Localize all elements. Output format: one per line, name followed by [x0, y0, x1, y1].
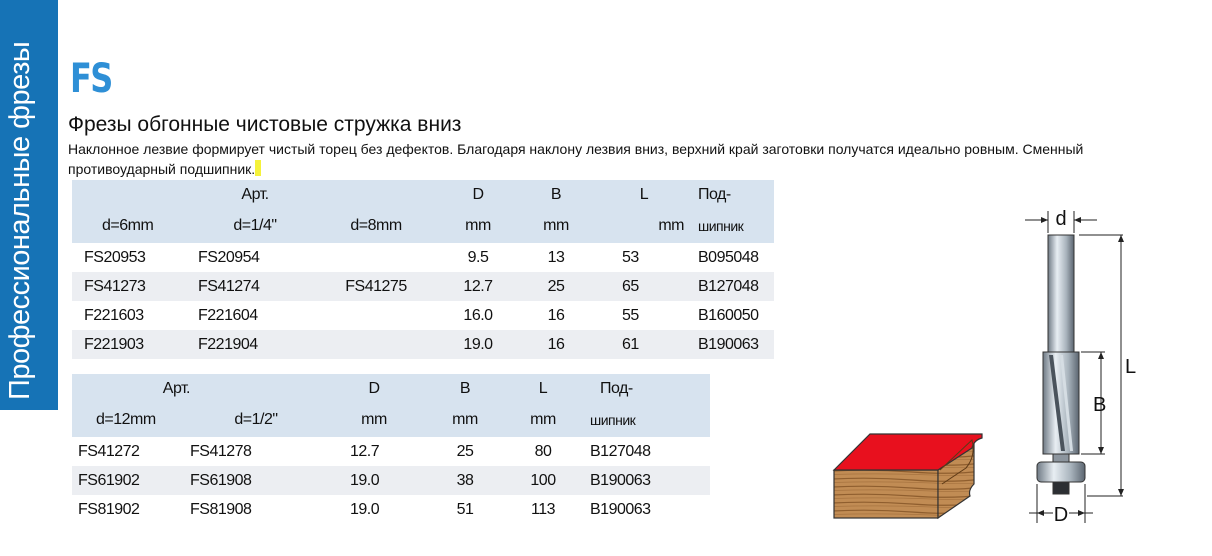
- header-cell: mm: [438, 209, 518, 243]
- header-cell: B: [518, 180, 594, 209]
- header-cell: d=6mm: [72, 209, 196, 243]
- table-cell: [314, 243, 438, 272]
- table-cell: FS20954: [196, 243, 314, 272]
- table-cell: FS41273: [72, 272, 196, 301]
- sidebar: [0, 0, 58, 410]
- table-header-row: [72, 403, 710, 437]
- table-cell: FS81908: [190, 495, 322, 524]
- table-cell: F221603: [72, 301, 196, 330]
- table-cell: FS61902: [72, 466, 190, 495]
- header-cell: D: [438, 180, 518, 209]
- table-cell: 51: [426, 495, 504, 524]
- header-cell: [314, 180, 438, 209]
- table-cell: FS41274: [196, 272, 314, 301]
- table-cell: 65: [594, 272, 694, 301]
- page-title: Фрезы обгонные чистовые стружка вниз: [68, 113, 462, 136]
- header-cell: mm: [518, 209, 594, 243]
- header-cell: mm: [322, 403, 426, 437]
- table-cell: B160050: [694, 301, 774, 330]
- header-cell: Арт.: [196, 180, 314, 209]
- table-cell: F221604: [196, 301, 314, 330]
- header-cell: mm: [594, 209, 694, 243]
- header-cell: B: [426, 374, 504, 403]
- table-cell: 12.7: [438, 272, 518, 301]
- header-cell: [72, 180, 196, 209]
- table-cell: 16: [518, 301, 594, 330]
- table-row: [72, 272, 774, 301]
- table-cell: FS20953: [72, 243, 196, 272]
- table-header-row: [72, 209, 774, 243]
- table-cell: 25: [426, 437, 504, 466]
- workpiece-illustration: [832, 428, 982, 520]
- header-cell: mm: [426, 403, 504, 437]
- dim-l-label: L: [1125, 356, 1137, 378]
- table-cell: 113: [504, 495, 582, 524]
- spec-table-small-shank: [72, 180, 774, 359]
- table-cell: B095048: [694, 243, 774, 272]
- header-cell: L: [594, 180, 694, 209]
- header-cell: Арт.: [72, 374, 190, 403]
- table-cell: 55: [594, 301, 694, 330]
- dim-b-label: B: [1093, 394, 1107, 416]
- table-cell: 16: [518, 330, 594, 359]
- header-cell: Под-: [582, 374, 710, 403]
- table-cell: F221904: [196, 330, 314, 359]
- router-bit-diagram: [1015, 205, 1135, 525]
- table-cell: FS41278: [190, 437, 322, 466]
- table-cell: 19.0: [438, 330, 518, 359]
- table-cell: 19.0: [322, 495, 426, 524]
- header-cell: шипник: [694, 209, 774, 243]
- header-cell: шипник: [582, 403, 710, 437]
- table-cell: 80: [504, 437, 582, 466]
- table-cell: 61: [594, 330, 694, 359]
- table-row: [72, 466, 710, 495]
- table-cell: B190063: [582, 495, 710, 524]
- header-cell: Под-: [694, 180, 774, 209]
- table-cell: 100: [504, 466, 582, 495]
- sidebar-title: Профессиональные фрезы: [4, 41, 36, 400]
- table-cell: FS61908: [190, 466, 322, 495]
- table-cell: [314, 330, 438, 359]
- table-row: [72, 437, 710, 466]
- table-header-row: [72, 180, 774, 209]
- table-cell: 12.7: [322, 437, 426, 466]
- table-row: [72, 495, 710, 524]
- header-cell: d=8mm: [314, 209, 438, 243]
- highlight-marker: [255, 160, 261, 176]
- spec-table-large-shank: [72, 374, 710, 524]
- series-logo: FS: [70, 56, 112, 102]
- dim-d-label: d: [1055, 208, 1067, 230]
- table-cell: 38: [426, 466, 504, 495]
- table-cell: 25: [518, 272, 594, 301]
- table-cell: F221903: [72, 330, 196, 359]
- table-cell: B127048: [582, 437, 710, 466]
- table-row: [72, 330, 774, 359]
- table-row: [72, 243, 774, 272]
- table-cell: FS41272: [72, 437, 190, 466]
- table-cell: 16.0: [438, 301, 518, 330]
- table-row: [72, 301, 774, 330]
- header-cell: d=1/4": [196, 209, 314, 243]
- table-cell: B190063: [582, 466, 710, 495]
- table-cell: 53: [594, 243, 694, 272]
- table-cell: 13: [518, 243, 594, 272]
- header-cell: d=12mm: [72, 403, 190, 437]
- description: [68, 139, 1188, 179]
- header-cell: L: [504, 374, 582, 403]
- table-cell: 19.0: [322, 466, 426, 495]
- table-cell: B127048: [694, 272, 774, 301]
- table-cell: FS81902: [72, 495, 190, 524]
- table-cell: [314, 301, 438, 330]
- table-header-row: [72, 374, 710, 403]
- table-cell: 9.5: [438, 243, 518, 272]
- table-cell: B190063: [694, 330, 774, 359]
- dim-d-bearing-label: D: [1053, 504, 1069, 526]
- header-cell: mm: [504, 403, 582, 437]
- table-cell: FS41275: [314, 272, 438, 301]
- header-cell: [190, 374, 322, 403]
- description-text: Наклонное лезвие формирует чистый торец без дефектов. Благодаря наклону лезвия вниз, верхний край заготовки получатся идеально ровным. Сменный противоударный подшипник.: [68, 141, 1084, 177]
- header-cell: d=1/2": [190, 403, 322, 437]
- header-cell: D: [322, 374, 426, 403]
